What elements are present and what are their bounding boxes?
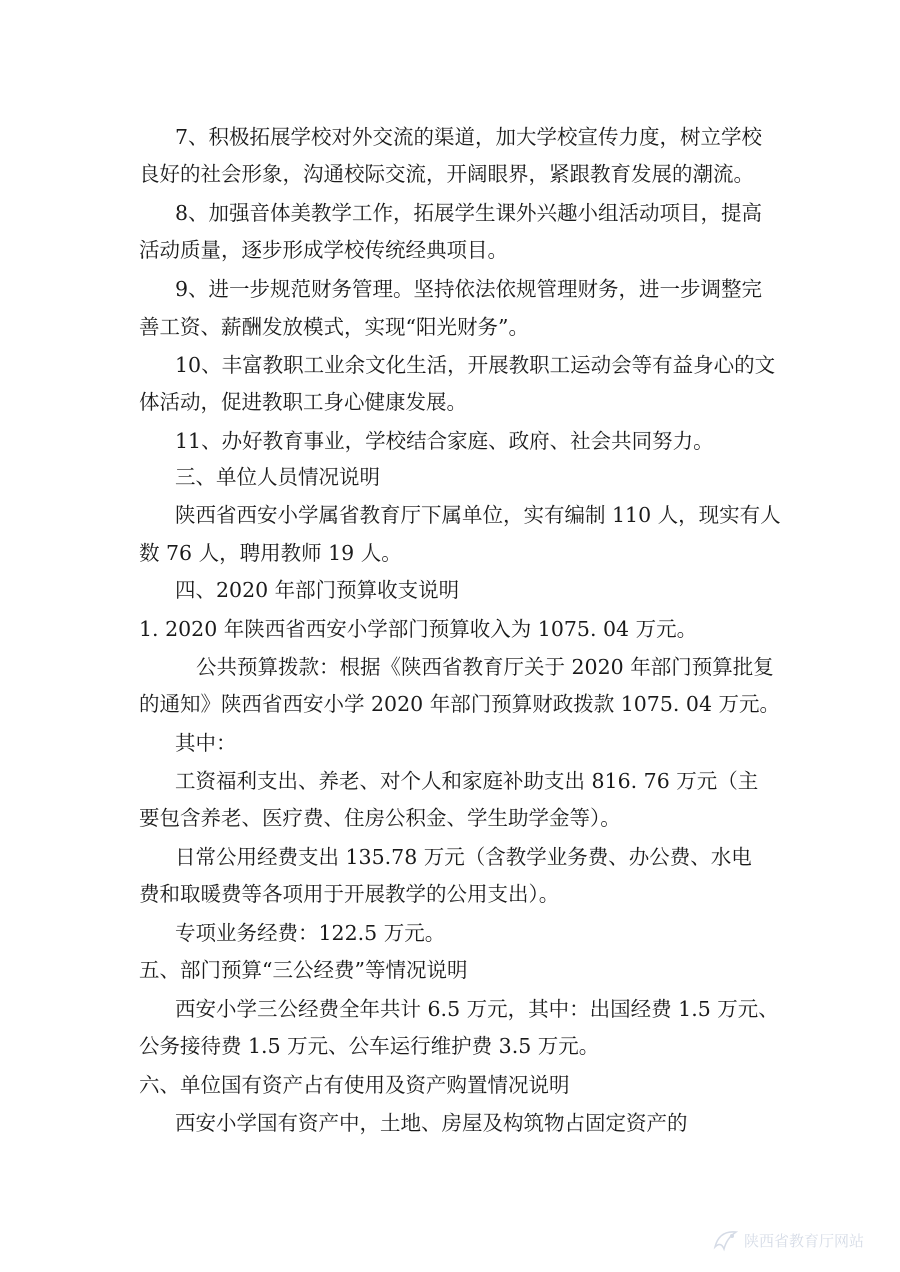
text-line: 专项业务经费：122.5 万元。 <box>175 921 446 945</box>
section-heading: 六、单位国有资产占有使用及资产购置情况说明 <box>139 1073 570 1097</box>
text-line: 公务接待费 1.5 万元、公车运行维护费 3.5 万元。 <box>139 1034 600 1058</box>
text-line: 费和取暖费等各项用于开展教学的公用支出）。 <box>139 882 560 906</box>
text-line: 10、丰富教职工业余文化生活，开展教职工运动会等有益身心的文 <box>175 353 776 377</box>
text-line: 8、加强音体美教学工作，拓展学生课外兴趣小组活动项目，提高 <box>175 201 763 225</box>
watermark-logo-icon <box>712 1227 740 1253</box>
text-line: 日常公用经费支出 135.78 万元（含教学业务费、办公费、水电 <box>175 845 752 869</box>
text-line: 陕西省西安小学属省教育厅下属单位，实有编制 110 人，现实有人 <box>175 503 781 527</box>
text-line: 体活动，促进教职工身心健康发展。 <box>139 390 467 414</box>
text-line: 7、积极拓展学校对外交流的渠道，加大学校宣传力度，树立学校 <box>175 125 763 149</box>
text-line: 工资福利支出、养老、对个人和家庭补助支出 816. 76 万元（主 <box>175 769 759 793</box>
text-line: 要包含养老、医疗费、住房公积金、学生助学金等）。 <box>139 806 621 830</box>
watermark <box>712 1226 892 1254</box>
watermark-text: 陕西省教育厅网站 <box>744 1231 865 1250</box>
text-line: 的通知》陕西省西安小学 2020 年部门预算财政拨款 1075. 04 万元。 <box>139 692 781 716</box>
text-line: 良好的社会形象，沟通校际交流，开阔眼界，紧跟教育发展的潮流。 <box>139 162 754 186</box>
text-line: 活动质量，逐步形成学校传统经典项目。 <box>139 238 508 262</box>
text-line: 公共预算拨款：根据《陕西省教育厅关于 2020 年部门预算批复 <box>196 655 774 679</box>
text-line: 西安小学国有资产中，土地、房屋及构筑物占固定资产的 <box>175 1111 688 1135</box>
text-line: 9、进一步规范财务管理。坚持依法依规管理财务，进一步调整完 <box>175 277 763 301</box>
text-line: 数 76 人，聘用教师 19 人。 <box>139 541 402 565</box>
text-line: 1. 2020 年陕西省西安小学部门预算收入为 1075. 04 万元。 <box>139 617 698 641</box>
section-heading: 三、单位人员情况说明 <box>175 465 380 489</box>
section-heading: 四、2020 年部门预算收支说明 <box>175 578 460 602</box>
section-heading: 五、部门预算“三公经费”等情况说明 <box>139 958 468 982</box>
text-line: 善工资、薪酬发放模式，实现“阳光财务”。 <box>139 315 529 339</box>
text-line: 西安小学三公经费全年共计 6.5 万元，其中：出国经费 1.5 万元、 <box>175 997 779 1021</box>
text-line: 其中： <box>175 731 237 755</box>
text-line: 11、办好教育事业，学校结合家庭、政府、社会共同努力。 <box>175 429 714 453</box>
